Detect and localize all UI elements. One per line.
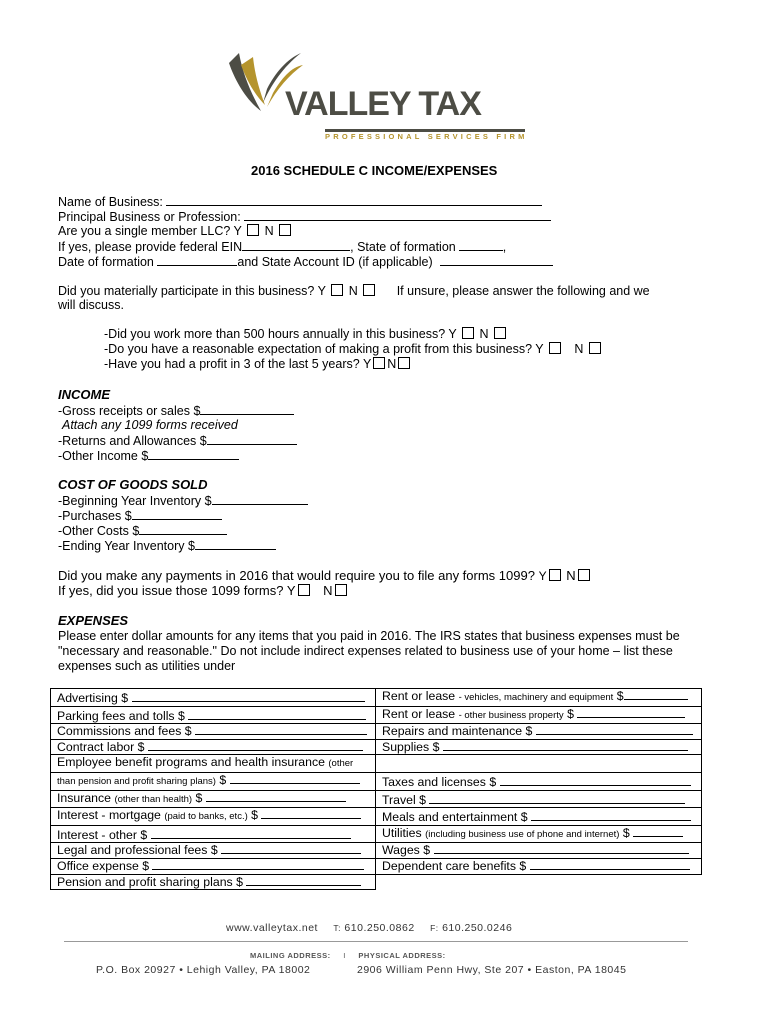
returns-row: -Returns and Allowances $ xyxy=(58,433,297,448)
insurance-field[interactable] xyxy=(206,791,346,802)
issued-1099-row: If yes, did you issue those 1099 forms? Y N xyxy=(58,583,349,598)
expenses-heading: EXPENSES xyxy=(58,613,129,628)
participate-row: Did you materially participate in this business? Y N If unsure, please answer the following and we xyxy=(58,284,650,298)
table-row: Advertising $ Rent or lease - vehicles, machinery and equipment $ xyxy=(51,689,702,707)
parking-field[interactable] xyxy=(188,709,366,720)
logo-brand: VALLEY TAX xyxy=(285,85,481,123)
llc-no-checkbox[interactable] xyxy=(279,224,291,236)
profit-history-yes-checkbox[interactable] xyxy=(373,357,385,369)
expenses-paragraph-2: "necessary and reasonable." Do not include indirect expenses related to business use of your home – list these xyxy=(58,644,673,658)
cogs-heading: COST OF GOODS SOLD xyxy=(58,477,208,492)
expenses-table xyxy=(50,688,702,890)
profit-expectation-yes-checkbox[interactable] xyxy=(549,342,561,354)
table-row: Interest - other $ Utilities (including business use of phone and internet) $ xyxy=(51,825,702,843)
table-row: Legal and professional fees $ Wages $ xyxy=(51,843,702,859)
principal-business-row: Principal Business or Profession: xyxy=(58,209,551,224)
table-row: Insurance (other than health) $ Travel $ xyxy=(51,790,702,808)
ein-field[interactable] xyxy=(242,239,350,251)
logo xyxy=(225,45,530,145)
returns-field[interactable] xyxy=(207,433,297,445)
name-of-business-row: Name of Business: xyxy=(58,194,542,209)
llc-yes-checkbox[interactable] xyxy=(247,224,259,236)
meals-field[interactable] xyxy=(531,810,691,821)
website-link[interactable]: www.valleytax.net xyxy=(226,922,318,934)
footer-address-labels: MAILING ADDRESS: I PHYSICAL ADDRESS: xyxy=(250,951,446,960)
table-row: Contract labor $ Supplies $ xyxy=(51,739,702,755)
mailing-address: P.O. Box 20927 • Lehigh Valley, PA 18002 xyxy=(96,964,311,976)
table-row: than pension and profit sharing plans) $ Taxes and licenses $ xyxy=(51,772,702,790)
pension-field[interactable] xyxy=(246,875,361,886)
income-heading: INCOME xyxy=(58,387,110,402)
profit-expectation-row: -Do you have a reasonable expectation of making a profit from this business? Y N xyxy=(104,342,603,356)
expenses-paragraph-1: Please enter dollar amounts for any items that you paid in 2016. The IRS states that business expenses must be xyxy=(58,629,680,643)
issued-1099-yes-checkbox[interactable] xyxy=(298,584,310,596)
beginning-inventory-field[interactable] xyxy=(212,493,308,505)
name-of-business-field[interactable] xyxy=(166,194,542,206)
wages-field[interactable] xyxy=(434,843,689,854)
logo-tagline: PROFESSIONAL SERVICES FIRM xyxy=(325,132,528,141)
profit-history-row: -Have you had a profit in 3 of the last 5 years? Y N xyxy=(104,357,412,371)
issued-1099-no-checkbox[interactable] xyxy=(335,584,347,596)
forms-1099-row: Did you make any payments in 2016 that would require you to file any forms 1099? Y N xyxy=(58,568,592,583)
participate-no-checkbox[interactable] xyxy=(363,284,375,296)
purchases-row: -Purchases $ xyxy=(58,508,222,523)
rent-property-field[interactable] xyxy=(577,707,685,718)
expenses-paragraph-3: expenses such as utilities under xyxy=(58,659,236,673)
footer-contact: www.valleytax.net T: 610.250.0862 F: 610.250.0246 xyxy=(226,922,513,934)
date-of-formation-row: Date of formation and State Account ID (if applicable) xyxy=(58,254,553,269)
taxes-field[interactable] xyxy=(500,775,691,786)
table-row: Pension and profit sharing plans $ xyxy=(51,874,702,890)
advertising-field[interactable] xyxy=(132,691,365,702)
state-of-formation-field[interactable] xyxy=(459,239,503,251)
travel-field[interactable] xyxy=(429,793,685,804)
ein-row: If yes, please provide federal EIN , State of formation , xyxy=(58,240,507,254)
other-income-row: -Other Income $ xyxy=(58,448,239,463)
hours-yes-checkbox[interactable] xyxy=(462,327,474,339)
attach-1099-note: Attach any 1099 forms received xyxy=(62,418,238,432)
supplies-field[interactable] xyxy=(443,740,688,751)
page-title: 2016 SCHEDULE C INCOME/EXPENSES xyxy=(251,163,498,178)
beginning-inventory-row: -Beginning Year Inventory $ xyxy=(58,493,308,508)
profit-expectation-no-checkbox[interactable] xyxy=(589,342,601,354)
office-field[interactable] xyxy=(152,859,364,870)
principal-business-field[interactable] xyxy=(244,209,551,221)
participate-yes-checkbox[interactable] xyxy=(331,284,343,296)
physical-address: 2906 William Penn Hwy, Ste 207 • Easton, PA 18045 xyxy=(357,964,627,976)
table-row: Office expense $ Dependent care benefits $ xyxy=(51,858,702,874)
gross-receipts-row: -Gross receipts or sales $ xyxy=(58,403,294,418)
hours-question-row: -Did you work more than 500 hours annually in this business? Y N xyxy=(104,327,508,341)
other-income-field[interactable] xyxy=(148,448,239,460)
ending-inventory-row: -Ending Year Inventory $ xyxy=(58,538,276,553)
table-row: Parking fees and tolls $ Rent or lease - other business property $ xyxy=(51,706,702,724)
commissions-field[interactable] xyxy=(195,724,367,735)
footer-divider xyxy=(64,941,688,942)
state-account-field[interactable] xyxy=(440,254,553,266)
ending-inventory-field[interactable] xyxy=(195,538,276,550)
legal-field[interactable] xyxy=(221,843,361,854)
forms-1099-no-checkbox[interactable] xyxy=(578,569,590,581)
interest-mortgage-field[interactable] xyxy=(261,808,361,819)
table-row: Commissions and fees $ Repairs and maintenance $ xyxy=(51,724,702,740)
rent-vehicles-field[interactable] xyxy=(624,689,688,700)
employee-benefits-field[interactable] xyxy=(230,773,360,784)
profit-history-no-checkbox[interactable] xyxy=(398,357,410,369)
hours-no-checkbox[interactable] xyxy=(494,327,506,339)
repairs-field[interactable] xyxy=(536,724,693,735)
interest-other-field[interactable] xyxy=(151,828,351,839)
dependent-care-field[interactable] xyxy=(530,859,690,870)
gross-receipts-field[interactable] xyxy=(200,403,294,415)
single-llc-row: Are you a single member LLC? Y N xyxy=(58,224,293,238)
table-row: Employee benefit programs and health insurance (other xyxy=(51,755,702,773)
will-discuss: will discuss. xyxy=(58,298,124,312)
table-row: Interest - mortgage (paid to banks, etc.) $ Meals and entertainment $ xyxy=(51,808,702,826)
other-costs-row: -Other Costs $ xyxy=(58,523,227,538)
utilities-field[interactable] xyxy=(633,826,683,837)
date-of-formation-field[interactable] xyxy=(157,254,237,266)
other-costs-field[interactable] xyxy=(139,523,227,535)
forms-1099-yes-checkbox[interactable] xyxy=(549,569,561,581)
contract-labor-field[interactable] xyxy=(148,740,363,751)
purchases-field[interactable] xyxy=(132,508,222,520)
